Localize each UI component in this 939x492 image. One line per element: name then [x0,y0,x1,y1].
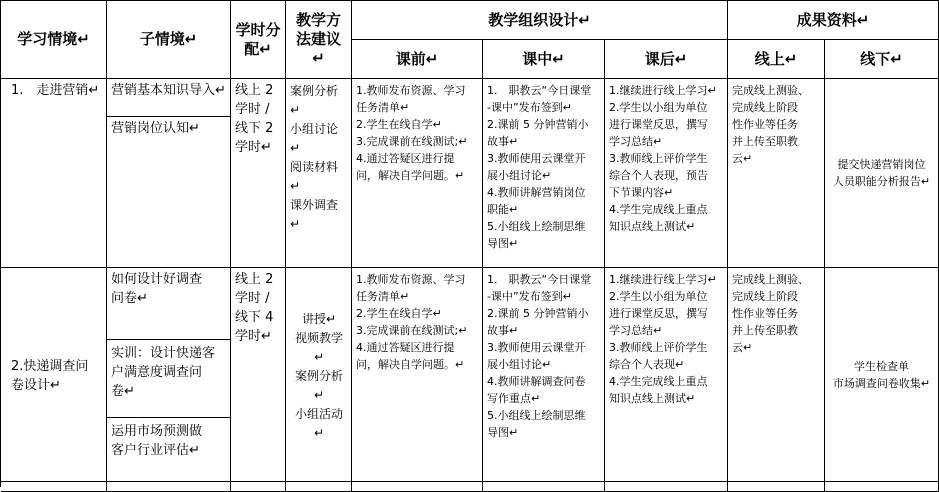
header-org [352,1,728,40]
row1-during-line-10: 导图↵ [487,237,519,250]
row1-before-line-5: 4.通过答疑区进行提 [356,152,455,165]
header-offline-label: 线下↵ [860,49,903,68]
row2-situation-line-1: 2.快递调查问 [11,358,89,374]
row2-before-line-3: 2.学生在线自学↵ [356,307,442,320]
row2-online-line-3: 性作业等任务 [732,307,798,320]
row2-before-line-4: 3.完成课前在线测试;↵ [356,324,468,337]
row1-after-line-2: 2.学生以小组为单位 [609,101,708,114]
row1-method-3: 阅读材料↵ [290,160,339,193]
row2-online-line-1: 完成线上测验、 [732,273,809,286]
row2-after-line-4: 学习总结↵ [609,324,663,337]
row2-sub-3 [107,418,231,482]
row1-hours-line-2: 学时 / [235,102,270,117]
header-after [605,40,728,79]
row2-before-line-6: 问，解决自学问题。↵ [356,358,465,371]
row1-situation-text: 1. 走进营销↵ [11,83,100,98]
row1-hours-line-3: 线下 2 [235,121,274,136]
row1-online-line-4: 并上传至职教 [732,135,798,148]
row2-during-line-5: 3.教师使用云课堂开 [487,341,586,354]
row2-before-line-5: 4.通过答疑区进行提 [356,341,455,354]
row1-during-line-1: 1. 职教云“今日课堂 [487,84,592,97]
row2-during-line-8: 写作重点↵ [487,392,541,405]
header-online-label: 线上↵ [754,49,798,68]
row1-hours-line-4: 学时↵ [235,140,272,155]
row2-after-line-8: 知识点线上测试↵ [609,392,696,405]
row2-method-2: 视频教学↵ [294,330,343,364]
row2-hours-line-3: 线下 4 [235,310,274,325]
row1-sub-1 [107,79,231,117]
row1-during-line-8: 职能↵ [487,203,519,216]
row1-method-1: 案例分析↵ [290,84,339,117]
row1-after-line-4: 学习总结↵ [609,135,663,148]
header-online [728,40,825,79]
row1-online-line-1: 完成线上测验、 [732,84,809,97]
row2-online-line-5: 云↵ [732,341,753,354]
row2-sub-2-line-3: 卷↵ [111,384,135,399]
header-hours [231,1,286,79]
header-during-label: 课中↵ [522,49,565,68]
header-situation-label: 学习情境↵ [17,30,90,48]
row2-sub-1-line-1: 如何设计好调查 [111,272,203,287]
row2-after-line-7: 4.学生完成线上重点 [609,375,708,388]
row1-before-line-6: 问，解决自学问题。↵ [356,169,465,182]
row2-offline [825,268,939,482]
row3-partial-cell-2 [107,482,231,492]
header-situation [1,1,107,79]
row2-during [483,268,605,482]
row1-after-line-9: 知识点线上测试↵ [609,220,696,233]
row1-after-line-8: 4.学生完成线上重点 [609,203,708,216]
row2-hours [231,268,286,482]
row2-situation-line-2: 卷设计↵ [11,377,61,393]
row2-during-line-1: 1. 职教云“今日课堂 [487,273,592,286]
row2-offline-line-2: 市场调查问卷收集↵ [832,376,931,390]
row2-methods [286,268,352,482]
header-method-label: 教学方法建议↵ [295,11,341,67]
row1-before-line-3: 2.学生在线自学↵ [356,118,442,131]
row1-online [728,79,825,268]
row3-partial-cell-8 [728,482,825,492]
row1-hours [231,79,286,268]
row2-during-line-9: 5.小组线上绘制思维 [487,409,586,422]
header-before [352,40,483,79]
row1-after-line-6: 综合个人表现，预告 [609,169,708,182]
row1-after-line-7: 下节课内容↵ [609,186,674,199]
row2-sub-3-line-2: 客户行业评估↵ [111,443,200,458]
row1-before [352,79,483,268]
row1-offline-line-1: 提交快递营销岗位 [837,158,926,171]
row1-method-2: 小组讨论↵ [290,122,339,155]
header-sub-situation [107,1,231,79]
row3-partial-cell-3 [231,482,286,492]
header-results [728,1,939,40]
row2-during-line-4: 故事↵ [487,324,519,337]
row3-partial-cell-4 [286,482,352,492]
row2-hours-line-4: 学时↵ [235,329,272,344]
row1-after-line-5: 3.教师线上评价学生 [609,152,708,165]
row3-partial-cell-9 [825,482,939,492]
row2-offline-line-1: 学生检查单 [854,359,909,373]
row2-after-line-5: 3.教师线上评价学生 [609,341,708,354]
row2-sub-1-line-2: 问卷↵ [111,291,148,306]
row1-before-line-4: 3.完成课前在线测试;↵ [356,135,468,148]
header-hours-label: 学时分配↵ [235,20,281,58]
header-during [483,40,605,79]
row1-hours-line-1: 线上 2 [235,83,274,98]
row2-after-line-1: 1.继续进行线上学习↵ [609,273,717,286]
row1-during-line-4: 故事↵ [487,135,519,148]
row2-after [605,268,728,482]
row1-sub-2-text: 营销岗位认知↵ [111,121,200,136]
row1-during-line-6: 展小组讨论↵ [487,169,552,182]
row2-after-line-2: 2.学生以小组为单位 [609,290,708,303]
header-method [286,1,352,79]
row1-during-line-3: 2.课前 5 分钟营销小 [487,118,589,131]
row2-during-line-6: 展小组讨论↵ [487,358,552,371]
row1-during [483,79,605,268]
row1-methods [286,79,352,268]
header-sub-situation-label: 子情境↵ [139,30,198,48]
row1-after-line-3: 进行课堂反思，撰写 [609,118,708,131]
row2-after-line-6: 综合个人表现↵ [609,358,685,371]
header-results-label: 成果资料↵ [796,10,870,29]
row1-online-line-2: 完成线上阶段 [732,101,798,114]
row2-sub-1 [107,268,231,340]
row1-method-4: 课外调查↵ [290,198,339,231]
row2-sub-2-line-1: 实训：设计快递客 [111,346,216,361]
row1-online-line-3: 性作业等任务 [732,118,798,131]
row1-sub-2 [107,117,231,268]
row1-during-line-9: 5.小组线上绘制思维 [487,220,586,233]
row2-before-line-1: 1.教师发布资源、学习 [356,273,466,286]
row1-situation [1,79,107,268]
row2-hours-line-2: 学时 / [235,291,270,306]
row1-before-line-2: 任务清单↵ [356,101,410,114]
row1-offline [825,79,939,268]
row2-situation [1,268,107,482]
row2-during-line-3: 2.课前 5 分钟营销小 [487,307,589,320]
row2-online-line-4: 并上传至职教 [732,324,798,337]
row2-before [352,268,483,482]
row1-online-line-5: 云↵ [732,152,753,165]
row2-online [728,268,825,482]
row2-during-line-10: 导图↵ [487,426,519,439]
row1-during-line-2: -课中”发布签到↵ [487,101,572,114]
row1-after [605,79,728,268]
row2-sub-3-line-1: 运用市场预测做 [111,424,203,439]
row2-method-4: 小组活动↵ [294,406,343,440]
row2-during-line-7: 4.教师讲解调查问卷 [487,375,586,388]
row2-after-line-3: 进行课堂反思，撰写 [609,307,708,320]
row3-partial-cell-5 [352,482,483,492]
row2-during-line-2: -课中”发布签到↵ [487,290,572,303]
row3-partial-cell-6 [483,482,605,492]
row2-sub-2 [107,340,231,418]
row1-during-line-7: 4.教师讲解营销岗位 [487,186,586,199]
row2-hours-line-1: 线上 2 [235,272,274,287]
row1-after-line-1: 1.继续进行线上学习↵ [609,84,717,97]
row1-sub-1-text: 营销基本知识导入↵ [111,83,226,98]
row3-partial-cell-7 [605,482,728,492]
row2-online-line-2: 完成线上阶段 [732,290,798,303]
row2-method-3: 案例分析↵ [294,368,343,402]
row1-offline-line-2: 人员职能分析报告↵ [832,175,931,188]
header-before-label: 课前↵ [395,49,439,68]
row2-sub-2-line-2: 户满意度调查问 [111,365,203,380]
row1-before-line-1: 1.教师发布资源、学习 [356,84,466,97]
row3-partial-cell-1 [1,482,107,492]
row1-during-line-5: 3.教师使用云课堂开 [487,152,586,165]
header-offline [825,40,939,79]
row2-method-1: 讲授↵ [301,311,337,326]
row2-before-line-2: 任务清单↵ [356,290,410,303]
header-org-label: 教学组织设计↵ [488,10,591,29]
header-after-label: 课后↵ [644,49,688,68]
